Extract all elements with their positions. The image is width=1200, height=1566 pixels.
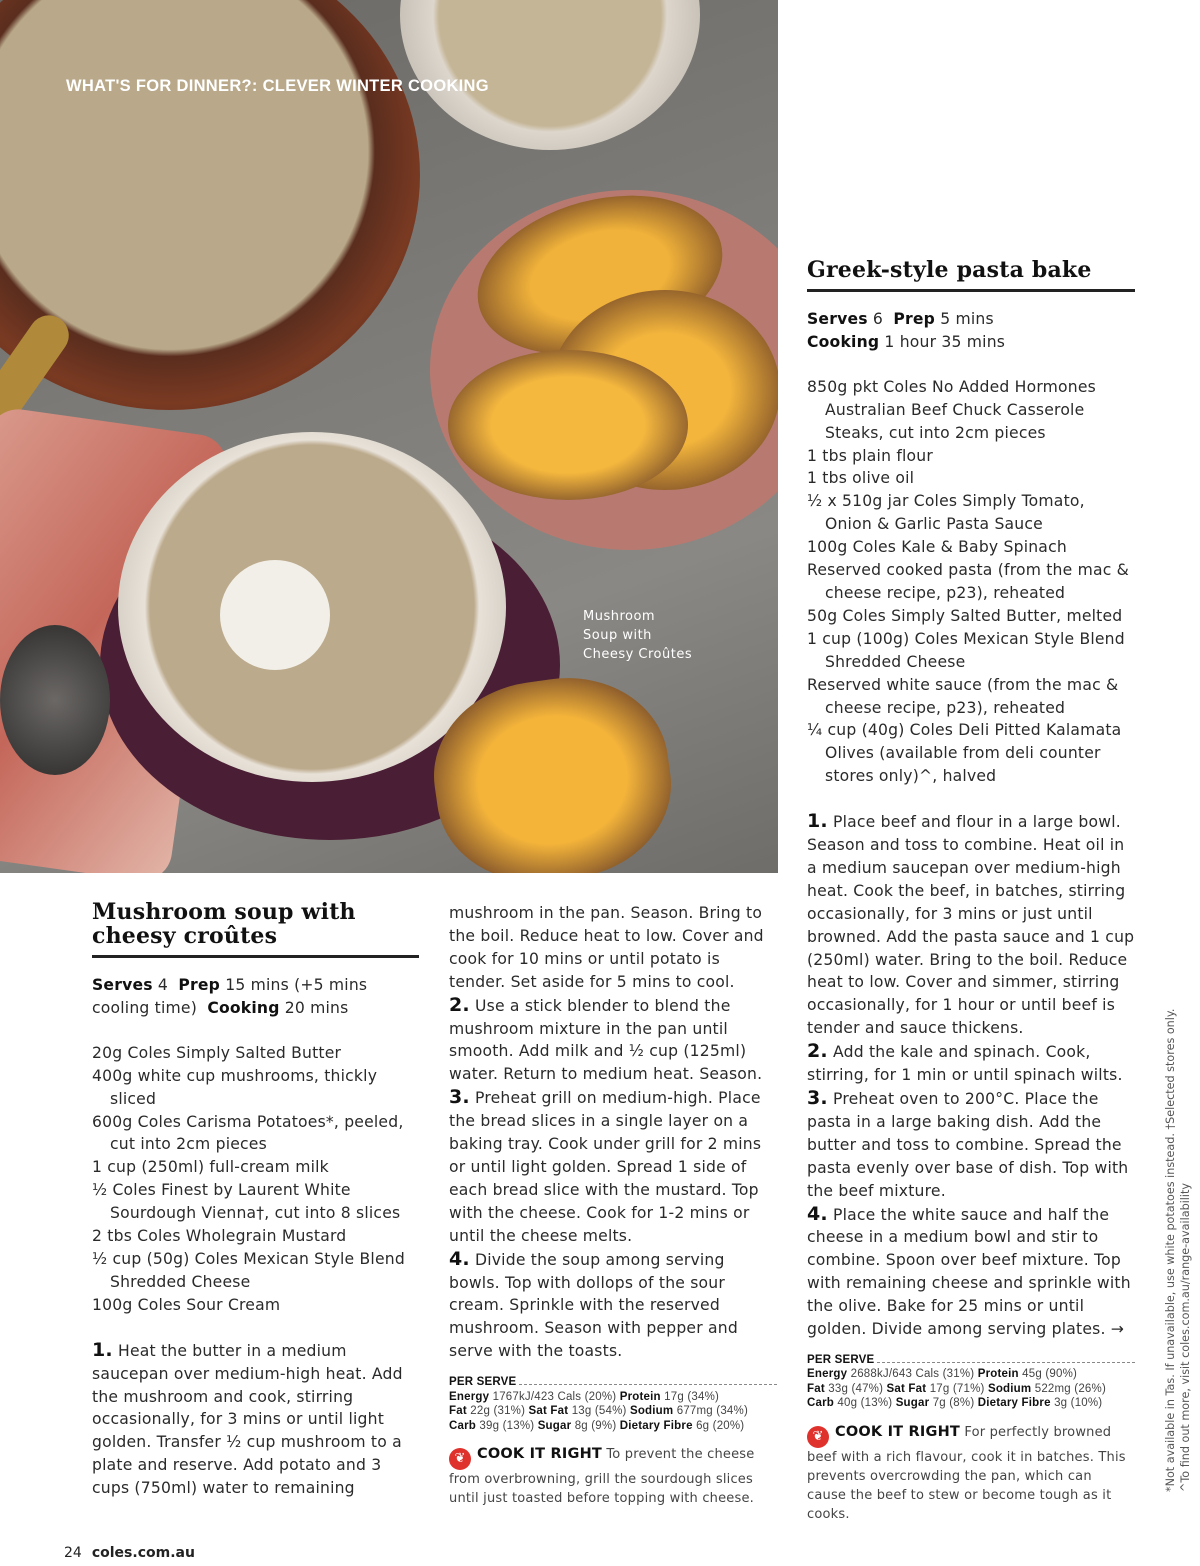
nutrient-name: Sodium (987, 1382, 1032, 1395)
step-number: 4. (449, 1247, 470, 1270)
nutrient-value: 8g (9%) (574, 1419, 617, 1432)
nutrient-value: 17g (71%) (929, 1382, 985, 1395)
recipe2-ingredients (807, 376, 1135, 788)
method-step (807, 1087, 1135, 1203)
dashed-rule (877, 1362, 1135, 1363)
nutrient-name: Protein (977, 1368, 1019, 1381)
step-text: Place beef and flour in a large bowl. Season and toss to combine. Heat oil in a medium saucepan over medium-high heat. Cook the beef, in batches, stirring occasionally, for 3 mins or just until browned. Add the pasta sauce and 1 cup (250ml) water. Bring to the boil. Reduce heat to low. Cover and simmer, stirring occasionally, for 1 hour or until beef is tender and sauce thickens. (807, 813, 1135, 1038)
nutrient-value: 522mg (26%) (1034, 1382, 1106, 1395)
nutrition-line (449, 1390, 777, 1405)
step-number: 3. (449, 1086, 470, 1109)
ingredient-item: 850g pkt Coles No Added Hormones Australian Beef Chuck Casserole Steaks, cut into 2cm pieces (807, 377, 1096, 442)
nutrient-value: 13g (54%) (571, 1405, 627, 1418)
recipe2-title: Greek-style pasta bake (807, 258, 1135, 292)
nutrition-line (449, 1404, 777, 1419)
ingredient-item: 100g Coles Kale & Baby Spinach (807, 538, 1067, 557)
recipe1-ingredients (92, 1042, 419, 1317)
site-link[interactable]: coles.com.au (91, 1545, 195, 1561)
ingredient-item: 20g Coles Simply Salted Butter (92, 1043, 342, 1062)
ingredient-item: ½ x 510g jar Coles Simply Tomato, Onion & Garlic Pasta Sauce (807, 492, 1085, 534)
ingredient-item: 50g Coles Simply Salted Butter, melted (807, 606, 1123, 625)
page-number: 24 (64, 1545, 82, 1561)
recipe1-cook-it-right: ❦ COOK IT RIGHT To prevent the cheese from overbrowning, grill the sourdough slices until just toasted before topping with cheese. (449, 1446, 755, 1507)
leaf-icon: ❦ (449, 1448, 471, 1470)
nutrient-name: Energy (449, 1390, 490, 1403)
step-text: Add the kale and spinach. Cook, stirring, for 1 min or until spinach wilts. (807, 1043, 1123, 1085)
recipe2-steps (807, 810, 1135, 1341)
nutrient-name: Fat (807, 1382, 825, 1395)
step-text: Preheat oven to 200°C. Place the pasta in a large baking dish. Add the butter and toss to combine. Spread the pasta evenly over base of dish. Top with the beef mixture. (807, 1090, 1129, 1200)
recipe1-title: Mushroom soup with cheesy croûtes (92, 900, 419, 958)
nutrition-line (449, 1419, 777, 1434)
nutrient-name: Sugar (537, 1419, 572, 1432)
recipe1-column-middle (449, 902, 777, 1508)
ingredient-item: Reserved cooked pasta (from the mac & cheese recipe, p23), reheated (807, 561, 1130, 602)
ingredient-item: 1 cup (250ml) full-cream milk (92, 1158, 329, 1177)
recipe1-meta: Serves 4 Prep 15 mins (+5 mins cooling time) Cooking 20 mins (92, 976, 368, 1017)
nutrient-value: 2688kJ/643 Cals (31%) (850, 1368, 975, 1381)
nutrient-value: 40g (13%) (837, 1397, 893, 1410)
step-number: 2. (449, 993, 470, 1016)
hero-photo (0, 0, 778, 873)
step-number: 1. (807, 810, 828, 833)
method-step (807, 810, 1135, 1040)
recipe1-column-left (92, 900, 419, 1500)
nutrient-value: 39g (13%) (479, 1419, 535, 1432)
recipe2-column (807, 258, 1135, 1524)
ingredient-item: 1 tbs olive oil (807, 469, 915, 488)
method-step (807, 1203, 1135, 1341)
per-serve-label: PER SERVE (449, 1376, 517, 1389)
photo-caption: Mushroom Soup with Cheesy Croûtes (583, 609, 693, 662)
sour-cream (220, 560, 330, 670)
method-step (449, 1086, 777, 1247)
method-step (807, 1040, 1135, 1087)
step-text: Preheat grill on medium-high. Place the bread slices in a single layer on a baking tray. Cook under grill for 2 mins or until light golden. Spread 1 side of each bread slice with the mustard. Top with the cheese. Cook for 1-2 mins or until the cheese melts. (449, 1089, 762, 1245)
nutrition-line (807, 1382, 1135, 1397)
nutrient-value: 22g (31%) (470, 1405, 526, 1418)
recipe1-steps (449, 994, 777, 1364)
nutrient-value: 7g (8%) (932, 1397, 975, 1410)
step-number: 2. (807, 1040, 828, 1063)
dashed-rule (519, 1384, 777, 1385)
nutrient-name: Fat (449, 1405, 467, 1418)
section-kicker: WHAT'S FOR DINNER?: CLEVER WINTER COOKING (66, 77, 489, 95)
per-serve-heading (807, 1353, 1135, 1368)
per-serve-label: PER SERVE (807, 1353, 875, 1366)
ingredient-item: 1 cup (100g) Coles Mexican Style Blend Shredded Cheese (807, 629, 1125, 671)
nutrient-value: 6g (20%) (696, 1419, 745, 1432)
nutrient-name: Dietary Fibre (977, 1397, 1051, 1410)
nutrient-value: 45g (90%) (1022, 1368, 1078, 1381)
recipe1-step-1-cont: mushroom in the pan. Season. Bring to the boil. Reduce heat to low. Cover and cook for 10 mins or until potato is tender. Set aside for 5 mins to cool. (449, 904, 764, 991)
nutrient-value: 1767kJ/423 Cals (20%) (492, 1390, 617, 1403)
per-serve-heading (449, 1375, 777, 1390)
page-footer (64, 1545, 195, 1561)
spoon (0, 625, 110, 775)
step-text: Place the white sauce and half the cheese in a medium bowl and stir to combine. Spoon over beef mixture. Top with remaining cheese and sprinkle with the olive. Bake for 25 mins or until golden. Divide among serving plates. → (807, 1205, 1131, 1339)
recipe1-step-1: 1. Heat the butter in a medium saucepan over medium-high heat. Add the mushroom and cook, stirring occasionally, for 3 mins or until light golden. Transfer ½ cup mushroom to a plate and reserve. Add potato and 3 cups (750ml) water to remaining (92, 1338, 403, 1498)
ingredient-item: Reserved white sauce (from the mac & cheese recipe, p23), reheated (807, 675, 1119, 717)
recipe2-cook-it-right: ❦ COOK IT RIGHT For perfectly browned beef with a rich flavour, cook it in batches. This prevents overcrowding the pan, which can cause the beef to stew or become tough as it cooks. (807, 1423, 1126, 1522)
step-number: 4. (807, 1202, 828, 1225)
recipe2-per-serve (807, 1353, 1135, 1411)
nutrient-name: Carb (449, 1419, 477, 1432)
nutrient-value: 677mg (34%) (676, 1405, 748, 1418)
step-text: Divide the soup among serving bowls. Top with dollops of the sour cream. Sprinkle with the reserved mushroom. Season with pepper and serve with the toasts. (449, 1250, 738, 1361)
nutrient-name: Energy (807, 1368, 848, 1381)
ingredient-item: ¼ cup (40g) Coles Deli Pitted Kalamata Olives (available from deli counter stores only)^, halved (807, 721, 1122, 786)
top-bowl (400, 0, 700, 150)
footnotes: *Not available in Tas. If unavailable, use white potatoes instead. †Selected stores only. ^To find out more, visit coles.com.au/range-availability (1164, 1008, 1192, 1492)
ingredient-item: 2 tbs Coles Wholegrain Mustard (92, 1227, 347, 1246)
step-number: 3. (807, 1087, 828, 1109)
nutrient-name: Sat Fat (528, 1405, 569, 1418)
nutrient-name: Carb (807, 1397, 835, 1410)
nutrition-line (807, 1396, 1135, 1411)
nutrition-line (807, 1367, 1135, 1382)
croute (448, 350, 688, 500)
nutrient-value: 17g (34%) (664, 1390, 720, 1403)
nutrient-name: Sugar (895, 1397, 930, 1410)
step-text: Use a stick blender to blend the mushroom mixture in the pan until smooth. Add milk and ½ cup (125ml) water. Return to medium heat. Season. (449, 996, 763, 1084)
recipe1-per-serve (449, 1375, 777, 1433)
ingredient-item: ½ Coles Finest by Laurent White Sourdough Vienna†, cut into 8 slices (92, 1181, 401, 1223)
recipe2-meta: Serves 6 Prep 5 mins Cooking 1 hour 35 mins (807, 310, 1006, 351)
method-step (449, 994, 777, 1087)
ingredient-item: 1 tbs plain flour (807, 446, 933, 465)
ingredient-item: ½ cup (50g) Coles Mexican Style Blend Shredded Cheese (92, 1249, 405, 1291)
ingredient-item: 400g white cup mushrooms, thickly sliced (92, 1066, 378, 1108)
leaf-icon: ❦ (807, 1426, 829, 1448)
ingredient-item: 600g Coles Carisma Potatoes*, peeled, cut into 2cm pieces (92, 1112, 404, 1154)
ingredient-item: 100g Coles Sour Cream (92, 1295, 281, 1314)
method-step (449, 1248, 777, 1364)
nutrient-name: Sat Fat (886, 1382, 927, 1395)
nutrient-name: Sodium (629, 1405, 674, 1418)
nutrient-name: Dietary Fibre (619, 1419, 693, 1432)
nutrient-name: Protein (619, 1390, 661, 1403)
nutrient-value: 33g (47%) (828, 1382, 884, 1395)
nutrient-value: 3g (10%) (1054, 1397, 1103, 1410)
